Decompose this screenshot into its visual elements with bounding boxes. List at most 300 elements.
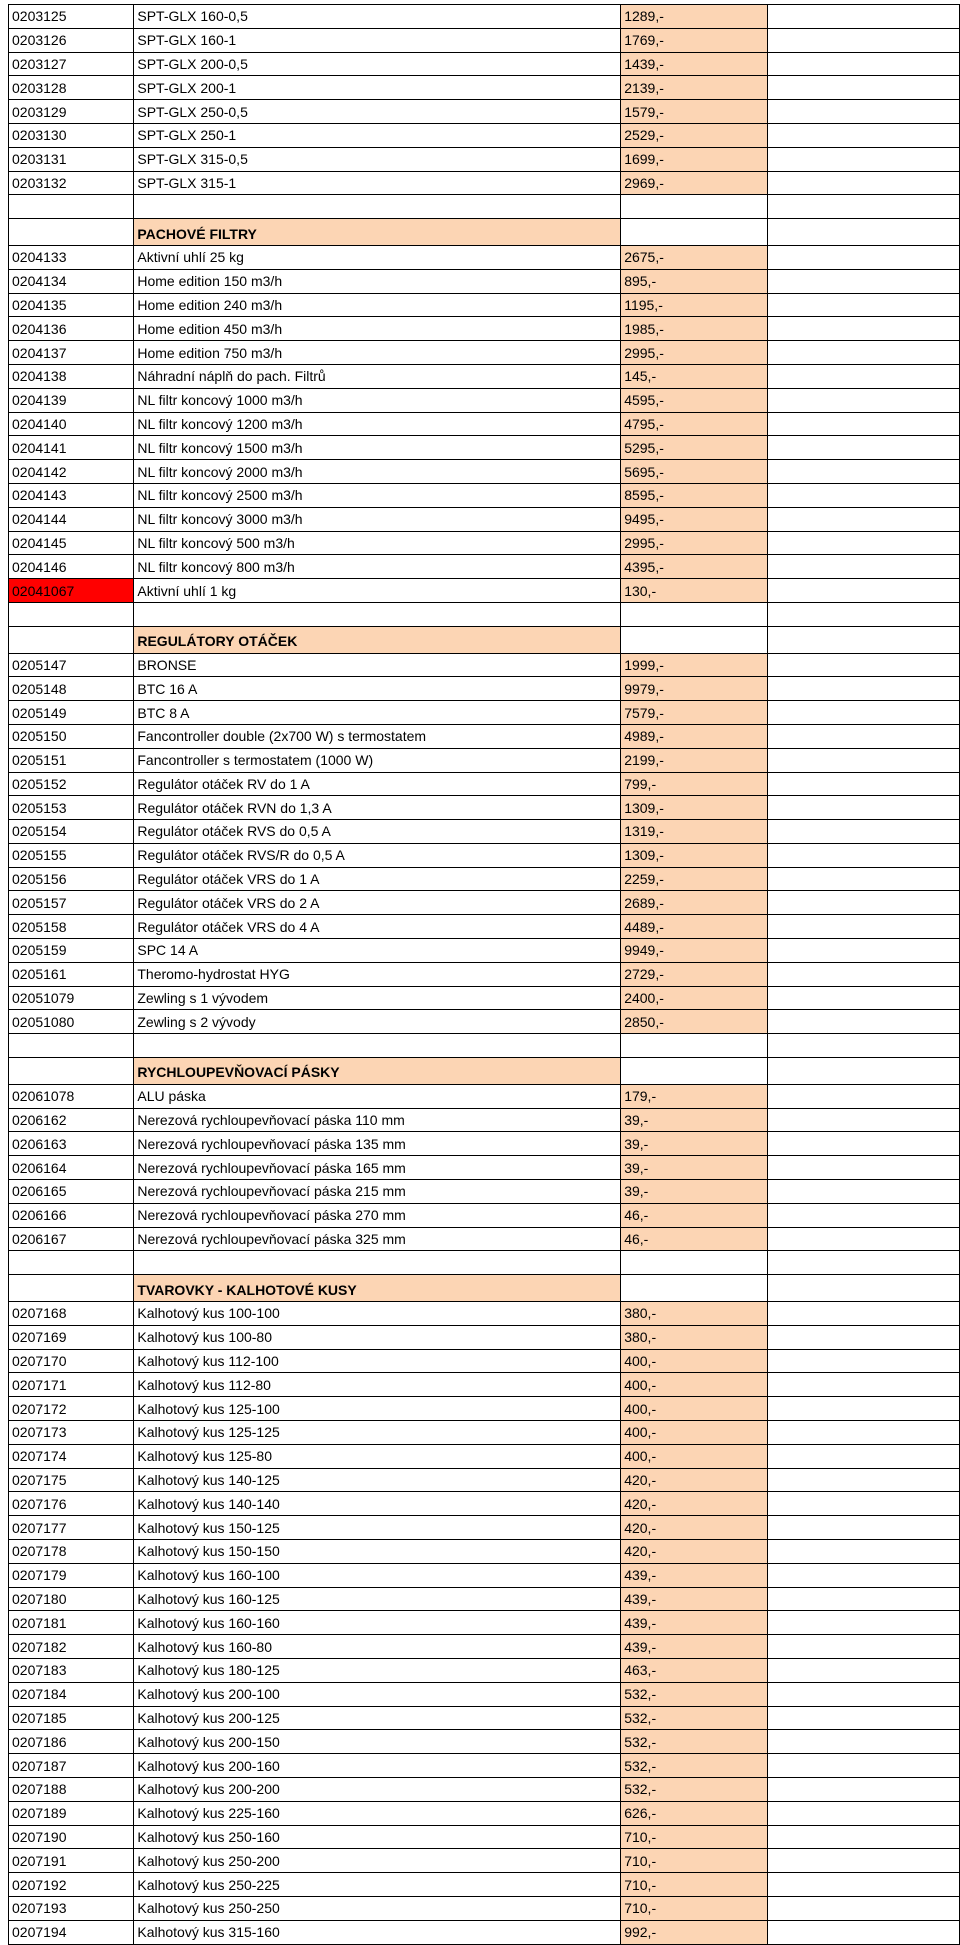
price-cell[interactable]: 439,- — [621, 1611, 768, 1635]
section-title[interactable]: RYCHLOUPEVŇOVACÍ PÁSKY — [134, 1058, 621, 1085]
empty-cell[interactable] — [768, 1180, 960, 1204]
empty-cell[interactable] — [768, 1658, 960, 1682]
price-cell[interactable]: 380,- — [621, 1302, 768, 1326]
product-name-cell[interactable]: Kalhotový kus 160-100 — [134, 1563, 621, 1587]
product-name-cell[interactable]: Kalhotový kus 200-150 — [134, 1730, 621, 1754]
product-name-cell[interactable]: Kalhotový kus 125-100 — [134, 1397, 621, 1421]
empty-cell[interactable] — [768, 1706, 960, 1730]
price-cell[interactable]: 4989,- — [621, 724, 768, 748]
empty-cell[interactable] — [621, 1034, 768, 1058]
product-code-cell[interactable]: 0207192 — [9, 1873, 134, 1897]
price-cell[interactable]: 532,- — [621, 1730, 768, 1754]
product-name-cell[interactable]: Regulátor otáček RVS do 0,5 A — [134, 820, 621, 844]
price-cell[interactable]: 400,- — [621, 1397, 768, 1421]
product-code-cell[interactable]: 0204144 — [9, 507, 134, 531]
empty-cell[interactable] — [768, 147, 960, 171]
product-name-cell[interactable]: Home edition 450 m3/h — [134, 317, 621, 341]
product-name-cell[interactable]: Kalhotový kus 200-200 — [134, 1777, 621, 1801]
product-code-cell[interactable]: 02041067 — [9, 579, 134, 603]
price-cell[interactable]: 145,- — [621, 364, 768, 388]
price-cell[interactable]: 5695,- — [621, 460, 768, 484]
empty-cell[interactable] — [768, 1754, 960, 1778]
product-code-cell[interactable]: 0207171 — [9, 1373, 134, 1397]
price-cell[interactable]: 400,- — [621, 1349, 768, 1373]
empty-cell[interactable] — [768, 5, 960, 29]
product-name-cell[interactable]: Aktivní uhlí 25 kg — [134, 245, 621, 269]
product-name-cell[interactable]: Home edition 150 m3/h — [134, 269, 621, 293]
price-cell[interactable]: 7579,- — [621, 701, 768, 725]
product-name-cell[interactable]: Zewling s 2 vývody — [134, 1010, 621, 1034]
product-code-cell[interactable]: 0204143 — [9, 483, 134, 507]
section-title[interactable]: REGULÁTORY OTÁČEK — [134, 626, 621, 653]
price-cell[interactable]: 39,- — [621, 1180, 768, 1204]
product-code-cell[interactable]: 0207184 — [9, 1682, 134, 1706]
price-cell[interactable]: 2729,- — [621, 962, 768, 986]
empty-cell[interactable] — [768, 1251, 960, 1275]
price-cell[interactable]: 532,- — [621, 1682, 768, 1706]
empty-cell[interactable] — [768, 796, 960, 820]
empty-cell[interactable] — [768, 1587, 960, 1611]
product-name-cell[interactable]: Fancontroller double (2x700 W) s termostatem — [134, 724, 621, 748]
product-code-cell[interactable]: 0207176 — [9, 1492, 134, 1516]
empty-cell[interactable] — [768, 171, 960, 195]
price-cell[interactable]: 130,- — [621, 579, 768, 603]
price-cell[interactable]: 400,- — [621, 1421, 768, 1445]
price-cell[interactable]: 2400,- — [621, 986, 768, 1010]
empty-cell[interactable] — [768, 123, 960, 147]
empty-cell[interactable] — [768, 1635, 960, 1659]
product-code-cell[interactable]: 0204137 — [9, 341, 134, 365]
price-cell[interactable]: 2199,- — [621, 748, 768, 772]
empty-cell[interactable] — [768, 1349, 960, 1373]
empty-cell[interactable] — [9, 195, 134, 219]
empty-cell[interactable] — [768, 1203, 960, 1227]
price-cell[interactable]: 2969,- — [621, 171, 768, 195]
empty-cell[interactable] — [768, 1801, 960, 1825]
price-cell[interactable]: 799,- — [621, 772, 768, 796]
product-name-cell[interactable]: Nerezová rychloupevňovací páska 135 mm — [134, 1132, 621, 1156]
product-code-cell[interactable]: 0205156 — [9, 867, 134, 891]
empty-cell[interactable] — [768, 1108, 960, 1132]
empty-cell[interactable] — [768, 891, 960, 915]
section-title[interactable]: PACHOVÉ FILTRY — [134, 219, 621, 246]
price-cell[interactable]: 1579,- — [621, 100, 768, 124]
empty-cell[interactable] — [134, 1251, 621, 1275]
product-code-cell[interactable]: 0207186 — [9, 1730, 134, 1754]
price-cell[interactable]: 463,- — [621, 1658, 768, 1682]
product-code-cell[interactable]: 02051079 — [9, 986, 134, 1010]
product-name-cell[interactable]: SPT-GLX 315-1 — [134, 171, 621, 195]
product-code-cell[interactable]: 0204136 — [9, 317, 134, 341]
price-cell[interactable]: 9949,- — [621, 939, 768, 963]
empty-cell[interactable] — [768, 388, 960, 412]
empty-cell[interactable] — [768, 1682, 960, 1706]
empty-cell[interactable] — [768, 1132, 960, 1156]
empty-cell[interactable] — [768, 1421, 960, 1445]
price-cell[interactable]: 4489,- — [621, 915, 768, 939]
product-name-cell[interactable]: Kalhotový kus 150-125 — [134, 1516, 621, 1540]
product-code-cell[interactable]: 0205149 — [9, 701, 134, 725]
product-name-cell[interactable]: Kalhotový kus 100-100 — [134, 1302, 621, 1326]
product-name-cell[interactable]: BRONSE — [134, 653, 621, 677]
price-cell[interactable]: 400,- — [621, 1444, 768, 1468]
product-code-cell[interactable]: 0204146 — [9, 555, 134, 579]
product-name-cell[interactable]: SPT-GLX 200-1 — [134, 76, 621, 100]
empty-cell[interactable] — [768, 460, 960, 484]
product-name-cell[interactable]: Regulátor otáček RVS/R do 0,5 A — [134, 843, 621, 867]
empty-cell[interactable] — [9, 1251, 134, 1275]
product-code-cell[interactable]: 0204133 — [9, 245, 134, 269]
product-name-cell[interactable]: Nerezová rychloupevňovací páska 325 mm — [134, 1227, 621, 1251]
empty-cell[interactable] — [768, 341, 960, 365]
product-code-cell[interactable]: 0203130 — [9, 123, 134, 147]
product-name-cell[interactable]: Fancontroller s termostatem (1000 W) — [134, 748, 621, 772]
product-code-cell[interactable]: 0207169 — [9, 1325, 134, 1349]
price-cell[interactable]: 710,- — [621, 1825, 768, 1849]
empty-cell[interactable] — [768, 579, 960, 603]
product-code-cell[interactable]: 0206164 — [9, 1156, 134, 1180]
price-cell[interactable]: 2259,- — [621, 867, 768, 891]
product-code-cell[interactable]: 0203128 — [9, 76, 134, 100]
empty-cell[interactable] — [768, 507, 960, 531]
price-cell[interactable]: 1439,- — [621, 52, 768, 76]
empty-cell[interactable] — [768, 1444, 960, 1468]
product-code-cell[interactable]: 02061078 — [9, 1084, 134, 1108]
product-code-cell[interactable]: 0207185 — [9, 1706, 134, 1730]
product-code-cell[interactable]: 0204135 — [9, 293, 134, 317]
empty-cell[interactable] — [768, 701, 960, 725]
price-cell[interactable]: 439,- — [621, 1563, 768, 1587]
product-name-cell[interactable]: NL filtr koncový 800 m3/h — [134, 555, 621, 579]
product-name-cell[interactable]: Home edition 750 m3/h — [134, 341, 621, 365]
product-name-cell[interactable]: Kalhotový kus 160-160 — [134, 1611, 621, 1635]
empty-cell[interactable] — [768, 483, 960, 507]
product-name-cell[interactable]: BTC 16 A — [134, 677, 621, 701]
empty-cell[interactable] — [621, 626, 768, 653]
product-name-cell[interactable]: NL filtr koncový 1000 m3/h — [134, 388, 621, 412]
empty-cell[interactable] — [768, 1873, 960, 1897]
product-code-cell[interactable]: 0204134 — [9, 269, 134, 293]
product-code-cell[interactable]: 0206163 — [9, 1132, 134, 1156]
price-cell[interactable]: 2850,- — [621, 1010, 768, 1034]
empty-cell[interactable] — [768, 1302, 960, 1326]
product-name-cell[interactable]: SPT-GLX 160-1 — [134, 28, 621, 52]
price-cell[interactable]: 46,- — [621, 1227, 768, 1251]
empty-cell[interactable] — [768, 317, 960, 341]
empty-cell[interactable] — [768, 1325, 960, 1349]
product-code-cell[interactable]: 0204142 — [9, 460, 134, 484]
empty-cell[interactable] — [9, 1275, 134, 1302]
empty-cell[interactable] — [768, 843, 960, 867]
empty-cell[interactable] — [768, 677, 960, 701]
product-name-cell[interactable]: Nerezová rychloupevňovací páska 270 mm — [134, 1203, 621, 1227]
empty-cell[interactable] — [768, 1156, 960, 1180]
empty-cell[interactable] — [621, 1275, 768, 1302]
price-cell[interactable]: 710,- — [621, 1849, 768, 1873]
price-cell[interactable]: 380,- — [621, 1325, 768, 1349]
empty-cell[interactable] — [768, 555, 960, 579]
empty-cell[interactable] — [768, 915, 960, 939]
product-code-cell[interactable]: 0203129 — [9, 100, 134, 124]
price-cell[interactable]: 1289,- — [621, 5, 768, 29]
product-code-cell[interactable]: 0205159 — [9, 939, 134, 963]
product-code-cell[interactable]: 0207179 — [9, 1563, 134, 1587]
empty-cell[interactable] — [768, 1896, 960, 1920]
product-name-cell[interactable]: Regulátor otáček VRS do 2 A — [134, 891, 621, 915]
empty-cell[interactable] — [768, 269, 960, 293]
product-code-cell[interactable]: 0207183 — [9, 1658, 134, 1682]
price-cell[interactable]: 1309,- — [621, 796, 768, 820]
product-name-cell[interactable]: Náhradní náplň do pach. Filtrů — [134, 364, 621, 388]
price-cell[interactable]: 420,- — [621, 1516, 768, 1540]
price-cell[interactable]: 39,- — [621, 1156, 768, 1180]
product-name-cell[interactable]: Kalhotový kus 140-125 — [134, 1468, 621, 1492]
price-cell[interactable]: 4595,- — [621, 388, 768, 412]
product-code-cell[interactable]: 0207172 — [9, 1397, 134, 1421]
empty-cell[interactable] — [768, 867, 960, 891]
empty-cell[interactable] — [768, 962, 960, 986]
product-name-cell[interactable]: Kalhotový kus 200-100 — [134, 1682, 621, 1706]
product-name-cell[interactable]: Kalhotový kus 250-225 — [134, 1873, 621, 1897]
product-name-cell[interactable]: Regulátor otáček RV do 1 A — [134, 772, 621, 796]
price-cell[interactable]: 1769,- — [621, 28, 768, 52]
product-name-cell[interactable]: Kalhotový kus 112-80 — [134, 1373, 621, 1397]
product-code-cell[interactable]: 0207181 — [9, 1611, 134, 1635]
empty-cell[interactable] — [134, 195, 621, 219]
price-cell[interactable]: 532,- — [621, 1754, 768, 1778]
price-cell[interactable]: 895,- — [621, 269, 768, 293]
product-name-cell[interactable]: Regulátor otáček RVN do 1,3 A — [134, 796, 621, 820]
empty-cell[interactable] — [768, 1034, 960, 1058]
product-name-cell[interactable]: SPT-GLX 250-0,5 — [134, 100, 621, 124]
empty-cell[interactable] — [768, 1611, 960, 1635]
empty-cell[interactable] — [9, 1034, 134, 1058]
product-name-cell[interactable]: Kalhotový kus 180-125 — [134, 1658, 621, 1682]
price-cell[interactable]: 710,- — [621, 1896, 768, 1920]
product-name-cell[interactable]: NL filtr koncový 1500 m3/h — [134, 436, 621, 460]
product-name-cell[interactable]: SPT-GLX 250-1 — [134, 123, 621, 147]
empty-cell[interactable] — [768, 1373, 960, 1397]
product-name-cell[interactable]: Kalhotový kus 250-160 — [134, 1825, 621, 1849]
product-name-cell[interactable]: Kalhotový kus 200-125 — [134, 1706, 621, 1730]
product-name-cell[interactable]: Kalhotový kus 125-80 — [134, 1444, 621, 1468]
empty-cell[interactable] — [768, 1058, 960, 1085]
product-code-cell[interactable]: 0207187 — [9, 1754, 134, 1778]
product-code-cell[interactable]: 0207168 — [9, 1302, 134, 1326]
price-cell[interactable]: 992,- — [621, 1920, 768, 1944]
empty-cell[interactable] — [621, 1251, 768, 1275]
empty-cell[interactable] — [768, 724, 960, 748]
empty-cell[interactable] — [768, 748, 960, 772]
price-cell[interactable]: 4395,- — [621, 555, 768, 579]
empty-cell[interactable] — [768, 1468, 960, 1492]
product-code-cell[interactable]: 0203125 — [9, 5, 134, 29]
product-code-cell[interactable]: 0203126 — [9, 28, 134, 52]
price-cell[interactable]: 626,- — [621, 1801, 768, 1825]
product-code-cell[interactable]: 0205148 — [9, 677, 134, 701]
empty-cell[interactable] — [621, 1058, 768, 1085]
price-cell[interactable]: 2995,- — [621, 531, 768, 555]
product-name-cell[interactable]: Kalhotový kus 160-125 — [134, 1587, 621, 1611]
price-cell[interactable]: 420,- — [621, 1492, 768, 1516]
product-code-cell[interactable]: 0207180 — [9, 1587, 134, 1611]
empty-cell[interactable] — [621, 602, 768, 626]
price-cell[interactable]: 532,- — [621, 1706, 768, 1730]
price-cell[interactable]: 1985,- — [621, 317, 768, 341]
empty-cell[interactable] — [768, 1730, 960, 1754]
price-cell[interactable]: 1309,- — [621, 843, 768, 867]
product-code-cell[interactable]: 0207188 — [9, 1777, 134, 1801]
empty-cell[interactable] — [768, 1010, 960, 1034]
product-name-cell[interactable]: Kalhotový kus 125-125 — [134, 1421, 621, 1445]
empty-cell[interactable] — [768, 1397, 960, 1421]
product-name-cell[interactable]: Kalhotový kus 200-160 — [134, 1754, 621, 1778]
product-code-cell[interactable]: 0207190 — [9, 1825, 134, 1849]
product-code-cell[interactable]: 0207191 — [9, 1849, 134, 1873]
product-name-cell[interactable]: Kalhotový kus 225-160 — [134, 1801, 621, 1825]
empty-cell[interactable] — [768, 653, 960, 677]
empty-cell[interactable] — [768, 364, 960, 388]
product-code-cell[interactable]: 0207178 — [9, 1540, 134, 1564]
product-name-cell[interactable]: Regulátor otáček VRS do 4 A — [134, 915, 621, 939]
price-cell[interactable]: 46,- — [621, 1203, 768, 1227]
price-cell[interactable]: 179,- — [621, 1084, 768, 1108]
product-code-cell[interactable]: 0205154 — [9, 820, 134, 844]
product-code-cell[interactable]: 0205147 — [9, 653, 134, 677]
empty-cell[interactable] — [768, 1540, 960, 1564]
product-code-cell[interactable]: 0204145 — [9, 531, 134, 555]
product-code-cell[interactable]: 0207175 — [9, 1468, 134, 1492]
price-cell[interactable]: 2675,- — [621, 245, 768, 269]
product-code-cell[interactable]: 0207177 — [9, 1516, 134, 1540]
product-code-cell[interactable]: 0205153 — [9, 796, 134, 820]
product-name-cell[interactable]: Nerezová rychloupevňovací páska 215 mm — [134, 1180, 621, 1204]
product-name-cell[interactable]: Nerezová rychloupevňovací páska 165 mm — [134, 1156, 621, 1180]
product-name-cell[interactable]: Zewling s 1 vývodem — [134, 986, 621, 1010]
product-code-cell[interactable]: 0206167 — [9, 1227, 134, 1251]
product-code-cell[interactable]: 0207173 — [9, 1421, 134, 1445]
empty-cell[interactable] — [621, 219, 768, 246]
price-cell[interactable]: 39,- — [621, 1132, 768, 1156]
empty-cell[interactable] — [9, 1058, 134, 1085]
product-code-cell[interactable]: 02051080 — [9, 1010, 134, 1034]
product-code-cell[interactable]: 0207194 — [9, 1920, 134, 1944]
product-name-cell[interactable]: Kalhotový kus 250-200 — [134, 1849, 621, 1873]
price-cell[interactable]: 5295,- — [621, 436, 768, 460]
product-name-cell[interactable]: ALU páska — [134, 1084, 621, 1108]
price-cell[interactable]: 8595,- — [621, 483, 768, 507]
empty-cell[interactable] — [768, 1084, 960, 1108]
product-name-cell[interactable]: Regulátor otáček VRS do 1 A — [134, 867, 621, 891]
product-code-cell[interactable]: 0203132 — [9, 171, 134, 195]
empty-cell[interactable] — [9, 626, 134, 653]
empty-cell[interactable] — [9, 602, 134, 626]
product-code-cell[interactable]: 0207193 — [9, 1896, 134, 1920]
empty-cell[interactable] — [768, 52, 960, 76]
product-name-cell[interactable]: SPT-GLX 200-0,5 — [134, 52, 621, 76]
empty-cell[interactable] — [768, 626, 960, 653]
product-code-cell[interactable]: 0207170 — [9, 1349, 134, 1373]
price-cell[interactable]: 710,- — [621, 1873, 768, 1897]
empty-cell[interactable] — [768, 1825, 960, 1849]
price-cell[interactable]: 400,- — [621, 1373, 768, 1397]
price-cell[interactable]: 2689,- — [621, 891, 768, 915]
product-code-cell[interactable]: 0207182 — [9, 1635, 134, 1659]
empty-cell[interactable] — [768, 219, 960, 246]
product-code-cell[interactable]: 0205161 — [9, 962, 134, 986]
product-code-cell[interactable]: 0204139 — [9, 388, 134, 412]
product-name-cell[interactable]: Kalhotový kus 100-80 — [134, 1325, 621, 1349]
empty-cell[interactable] — [134, 602, 621, 626]
product-code-cell[interactable]: 0205150 — [9, 724, 134, 748]
product-name-cell[interactable]: Kalhotový kus 140-140 — [134, 1492, 621, 1516]
product-name-cell[interactable]: SPT-GLX 315-0,5 — [134, 147, 621, 171]
empty-cell[interactable] — [768, 531, 960, 555]
empty-cell[interactable] — [768, 436, 960, 460]
product-code-cell[interactable]: 0207189 — [9, 1801, 134, 1825]
price-cell[interactable]: 532,- — [621, 1777, 768, 1801]
empty-cell[interactable] — [768, 1516, 960, 1540]
price-cell[interactable]: 1319,- — [621, 820, 768, 844]
price-cell[interactable]: 420,- — [621, 1540, 768, 1564]
price-cell[interactable]: 1999,- — [621, 653, 768, 677]
product-code-cell[interactable]: 0206162 — [9, 1108, 134, 1132]
product-code-cell[interactable]: 0205158 — [9, 915, 134, 939]
product-code-cell[interactable]: 0204140 — [9, 412, 134, 436]
empty-cell[interactable] — [768, 1492, 960, 1516]
product-name-cell[interactable]: SPT-GLX 160-0,5 — [134, 5, 621, 29]
price-cell[interactable]: 2995,- — [621, 341, 768, 365]
product-name-cell[interactable]: Kalhotový kus 160-80 — [134, 1635, 621, 1659]
price-cell[interactable]: 2529,- — [621, 123, 768, 147]
empty-cell[interactable] — [768, 76, 960, 100]
product-name-cell[interactable]: SPC 14 A — [134, 939, 621, 963]
empty-cell[interactable] — [768, 1227, 960, 1251]
price-cell[interactable]: 439,- — [621, 1635, 768, 1659]
product-code-cell[interactable]: 0206166 — [9, 1203, 134, 1227]
product-code-cell[interactable]: 0205157 — [9, 891, 134, 915]
price-cell[interactable]: 9495,- — [621, 507, 768, 531]
price-cell[interactable]: 39,- — [621, 1108, 768, 1132]
price-cell[interactable]: 420,- — [621, 1468, 768, 1492]
product-name-cell[interactable]: NL filtr koncový 2000 m3/h — [134, 460, 621, 484]
product-name-cell[interactable]: NL filtr koncový 1200 m3/h — [134, 412, 621, 436]
product-name-cell[interactable]: Nerezová rychloupevňovací páska 110 mm — [134, 1108, 621, 1132]
product-name-cell[interactable]: Theromo-hydrostat HYG — [134, 962, 621, 986]
empty-cell[interactable] — [768, 1920, 960, 1944]
product-name-cell[interactable]: Kalhotový kus 112-100 — [134, 1349, 621, 1373]
product-name-cell[interactable]: Home edition 240 m3/h — [134, 293, 621, 317]
product-name-cell[interactable]: NL filtr koncový 2500 m3/h — [134, 483, 621, 507]
product-code-cell[interactable]: 0206165 — [9, 1180, 134, 1204]
empty-cell[interactable] — [768, 195, 960, 219]
price-cell[interactable]: 1699,- — [621, 147, 768, 171]
empty-cell[interactable] — [768, 1563, 960, 1587]
empty-cell[interactable] — [768, 1275, 960, 1302]
empty-cell[interactable] — [768, 939, 960, 963]
price-cell[interactable]: 439,- — [621, 1587, 768, 1611]
product-code-cell[interactable]: 0204138 — [9, 364, 134, 388]
product-code-cell[interactable]: 0205155 — [9, 843, 134, 867]
product-name-cell[interactable]: BTC 8 A — [134, 701, 621, 725]
empty-cell[interactable] — [768, 412, 960, 436]
product-name-cell[interactable]: Kalhotový kus 315-160 — [134, 1920, 621, 1944]
empty-cell[interactable] — [768, 820, 960, 844]
product-code-cell[interactable]: 0205152 — [9, 772, 134, 796]
empty-cell[interactable] — [134, 1034, 621, 1058]
empty-cell[interactable] — [768, 100, 960, 124]
product-code-cell[interactable]: 0203127 — [9, 52, 134, 76]
